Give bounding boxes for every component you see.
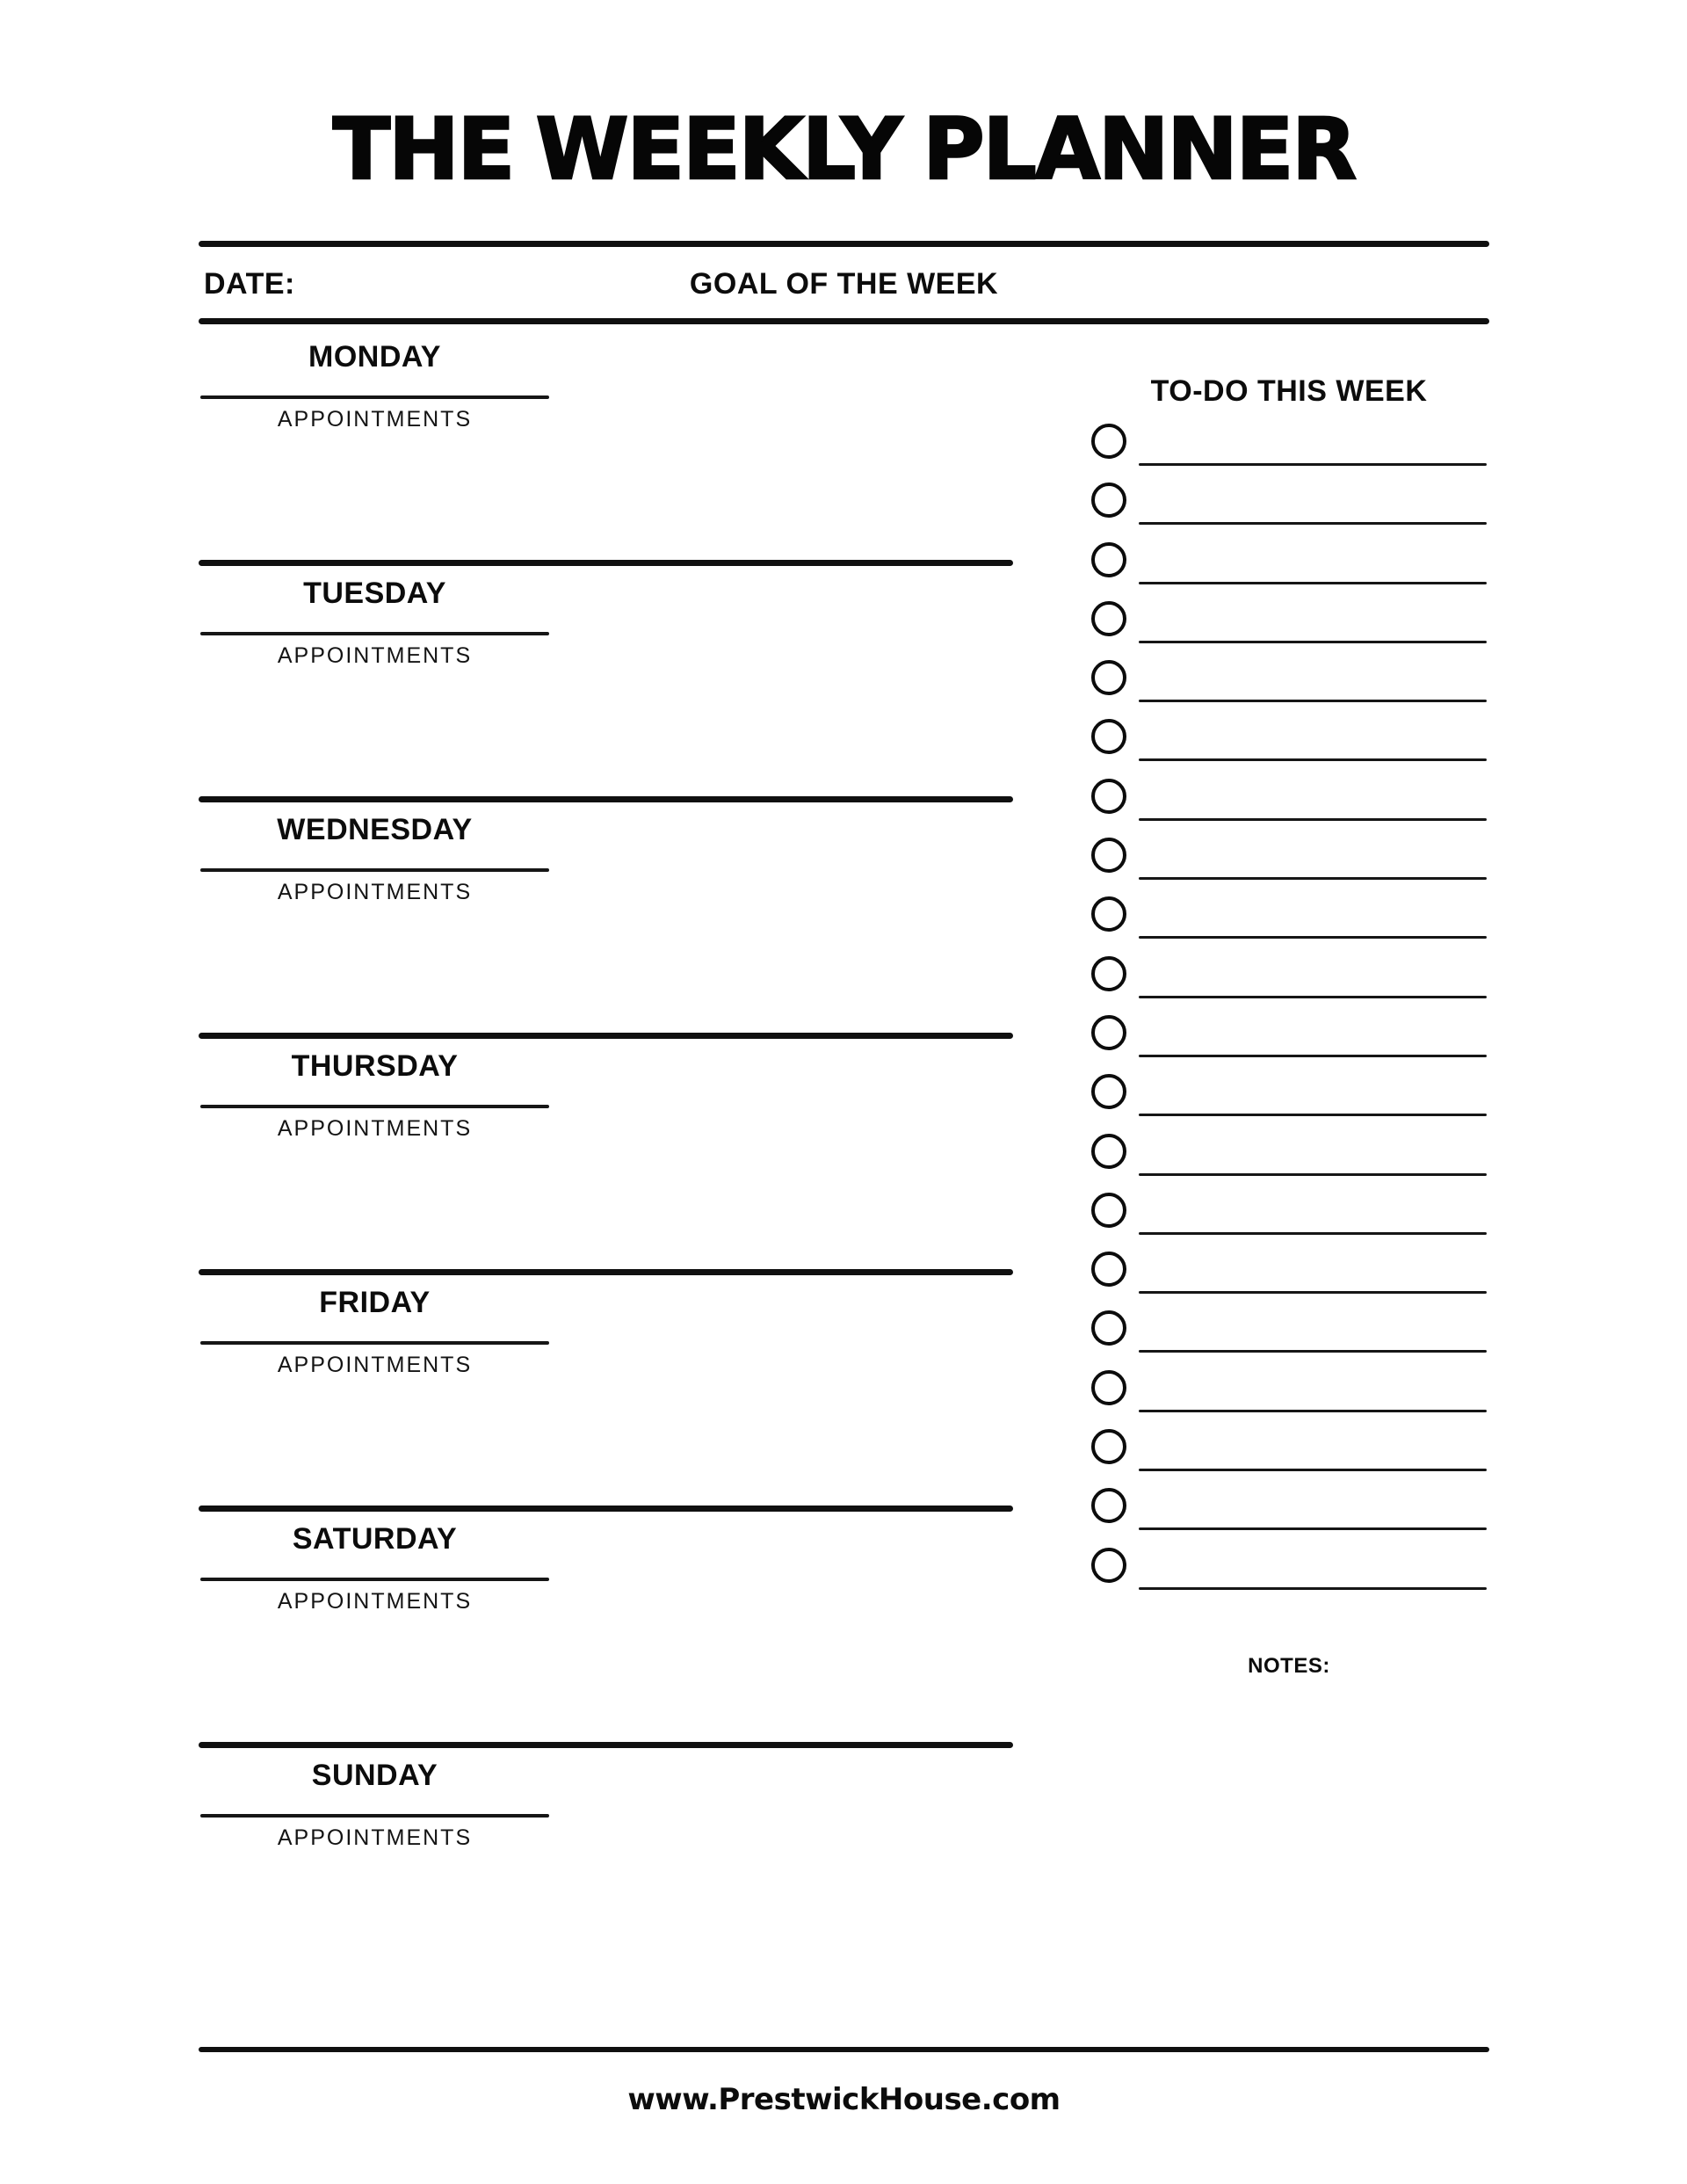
todo-row bbox=[1091, 483, 1487, 541]
todo-checkbox-circle-icon bbox=[1091, 1015, 1126, 1050]
todo-checkbox-circle-icon bbox=[1091, 1134, 1126, 1169]
todo-checkbox-circle-icon bbox=[1091, 1548, 1126, 1583]
date-label: DATE: bbox=[204, 267, 295, 301]
todo-checkbox-circle-icon bbox=[1091, 1252, 1126, 1287]
day-name: SATURDAY bbox=[292, 1522, 458, 1556]
date-goal-row bbox=[199, 250, 1489, 318]
day-name: SUNDAY bbox=[311, 1759, 438, 1792]
day-name-underline bbox=[200, 1105, 549, 1108]
todo-row bbox=[1091, 896, 1487, 955]
goal-of-week-label: GOAL OF THE WEEK bbox=[689, 267, 999, 301]
day-name-underline bbox=[200, 632, 549, 635]
todo-write-line bbox=[1139, 582, 1487, 584]
day-separator-rule bbox=[199, 1033, 1013, 1039]
appointments-label: APPOINTMENTS bbox=[277, 880, 473, 904]
todo-write-line bbox=[1139, 1350, 1487, 1353]
appointments-label: APPOINTMENTS bbox=[277, 643, 473, 668]
todo-list bbox=[1091, 424, 1487, 1607]
todo-checkbox-circle-icon bbox=[1091, 542, 1126, 577]
todo-write-line bbox=[1139, 1410, 1487, 1412]
todo-write-line bbox=[1139, 877, 1487, 880]
todo-write-line bbox=[1139, 936, 1487, 939]
todo-row bbox=[1091, 1429, 1487, 1488]
day-separator-rule bbox=[199, 1269, 1013, 1275]
footer-url: www.PrestwickHouse.com bbox=[627, 2082, 1061, 2117]
todo-checkbox-circle-icon bbox=[1091, 660, 1126, 695]
todo-row bbox=[1091, 956, 1487, 1015]
todo-checkbox-circle-icon bbox=[1091, 1193, 1126, 1228]
todo-write-line bbox=[1139, 1114, 1487, 1116]
todo-row bbox=[1091, 1370, 1487, 1429]
appointments-label: APPOINTMENTS bbox=[277, 407, 473, 432]
todo-write-line bbox=[1139, 700, 1487, 702]
appointments-label: APPOINTMENTS bbox=[277, 1116, 473, 1141]
days-column bbox=[199, 323, 1013, 2050]
todo-checkbox-circle-icon bbox=[1091, 483, 1126, 518]
todo-row bbox=[1091, 542, 1487, 601]
todo-write-line bbox=[1139, 1469, 1487, 1471]
day-name: THURSDAY bbox=[291, 1049, 459, 1083]
day-name: FRIDAY bbox=[319, 1286, 431, 1319]
day-separator-rule bbox=[199, 1506, 1013, 1512]
todo-row bbox=[1091, 1548, 1487, 1607]
day-name-underline bbox=[200, 1578, 549, 1581]
todo-write-line bbox=[1139, 1527, 1487, 1530]
todo-row bbox=[1091, 1488, 1487, 1547]
todo-write-line bbox=[1139, 1173, 1487, 1176]
todo-row bbox=[1091, 779, 1487, 838]
todo-checkbox-circle-icon bbox=[1091, 1074, 1126, 1109]
day-separator-rule bbox=[199, 560, 1013, 566]
todo-row bbox=[1091, 1252, 1487, 1310]
todo-checkbox-circle-icon bbox=[1091, 424, 1126, 459]
todo-row bbox=[1091, 838, 1487, 896]
todo-row bbox=[1091, 601, 1487, 660]
day-section-wednesday bbox=[199, 796, 1013, 1033]
day-separator-rule bbox=[199, 1742, 1013, 1748]
todo-row bbox=[1091, 424, 1487, 483]
todo-row bbox=[1091, 719, 1487, 778]
day-name-underline bbox=[200, 868, 549, 872]
todo-row bbox=[1091, 1193, 1487, 1252]
day-section-thursday bbox=[199, 1033, 1013, 1269]
day-name: WEDNESDAY bbox=[277, 813, 473, 846]
todo-row bbox=[1091, 1015, 1487, 1074]
day-section-monday bbox=[199, 323, 1013, 560]
todo-write-line bbox=[1139, 818, 1487, 821]
todo-write-line bbox=[1139, 522, 1487, 525]
todo-checkbox-circle-icon bbox=[1091, 838, 1126, 873]
todo-checkbox-circle-icon bbox=[1091, 1310, 1126, 1346]
todo-checkbox-circle-icon bbox=[1091, 1429, 1126, 1464]
todo-checkbox-circle-icon bbox=[1091, 956, 1126, 991]
todo-write-line bbox=[1139, 1587, 1487, 1590]
day-section-sunday bbox=[199, 1742, 1013, 2050]
todo-checkbox-circle-icon bbox=[1091, 1370, 1126, 1405]
todo-write-line bbox=[1139, 1232, 1487, 1235]
day-name-underline bbox=[200, 1814, 549, 1818]
todo-checkbox-circle-icon bbox=[1091, 719, 1126, 754]
todo-checkbox-circle-icon bbox=[1091, 896, 1126, 932]
appointments-label: APPOINTMENTS bbox=[277, 1825, 473, 1850]
todo-title: TO-DO THIS WEEK bbox=[1150, 374, 1428, 408]
todo-write-line bbox=[1139, 1055, 1487, 1057]
day-name-underline bbox=[200, 395, 549, 399]
day-section-tuesday bbox=[199, 560, 1013, 796]
day-section-friday bbox=[199, 1269, 1013, 1506]
todo-write-line bbox=[1139, 758, 1487, 761]
todo-checkbox-circle-icon bbox=[1091, 779, 1126, 814]
todo-row bbox=[1091, 1134, 1487, 1193]
day-name: TUESDAY bbox=[303, 577, 446, 610]
todo-write-line bbox=[1139, 996, 1487, 998]
todo-row bbox=[1091, 1310, 1487, 1369]
todo-row bbox=[1091, 660, 1487, 719]
todo-write-line bbox=[1139, 641, 1487, 643]
todo-write-line bbox=[1139, 1291, 1487, 1294]
day-separator-rule bbox=[199, 796, 1013, 802]
day-section-saturday bbox=[199, 1506, 1013, 1742]
day-name-underline bbox=[200, 1341, 549, 1345]
notes-label: NOTES: bbox=[1248, 1654, 1330, 1678]
page-title: THE WEEKLY PLANNER bbox=[332, 100, 1356, 199]
todo-checkbox-circle-icon bbox=[1091, 1488, 1126, 1523]
todo-row bbox=[1091, 1074, 1487, 1133]
day-name: MONDAY bbox=[308, 340, 441, 374]
appointments-label: APPOINTMENTS bbox=[277, 1353, 473, 1377]
top-rule bbox=[199, 241, 1489, 247]
todo-write-line bbox=[1139, 463, 1487, 466]
bottom-rule bbox=[199, 2047, 1489, 2052]
appointments-label: APPOINTMENTS bbox=[277, 1589, 473, 1614]
todo-checkbox-circle-icon bbox=[1091, 601, 1126, 636]
